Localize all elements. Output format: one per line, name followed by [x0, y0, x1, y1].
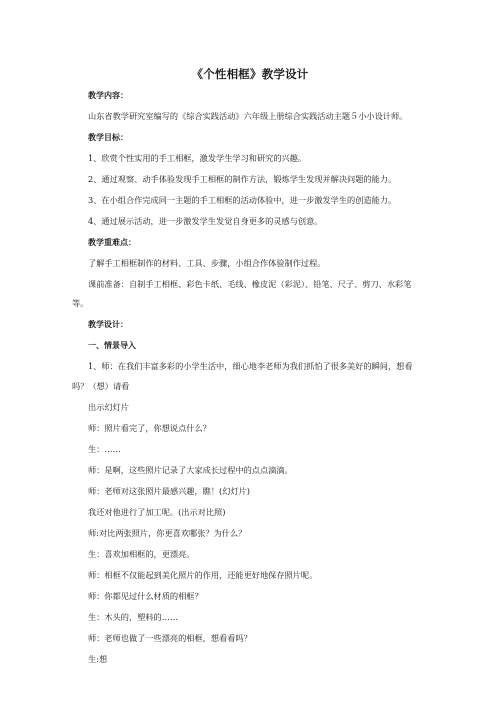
dialog-line: 我还对他进行了加工呢。(出示对比照) — [88, 507, 226, 517]
heading-teaching-goals: 教学目标： — [88, 133, 128, 142]
goal-item: 1、欣赏个性实用的手工相框，激发学生学习和研究的兴趣。 — [88, 153, 307, 163]
key-points-text: 了解手工相框制作的材料、工具、步骤，小组合作体验制作过程。 — [88, 258, 326, 268]
dialog-line: 师：照片看完了，你想说点什么？ — [88, 423, 211, 433]
goal-item: 4、通过展示活动，进一步激发学生发觉自身更多的灵感与创意。 — [88, 216, 323, 226]
dialog-line: 师：你都见过什么材质的相框？ — [88, 591, 203, 601]
dialog-line: 生：…… — [88, 444, 121, 454]
goal-item: 2、通过观察、动手体验发现手工相框的制作方法，锻炼学生发现并解决问题的能力。 — [88, 174, 397, 184]
heading-teaching-content: 教学内容： — [88, 91, 128, 100]
dialog-line: 师：是啊，这些照片记录了大家成长过程中的点点滴滴。 — [88, 465, 293, 475]
preparation-text-continued: 等。 — [72, 298, 89, 308]
dialog-line: 师：老师对这张照片最感兴趣，瞧！(幻灯片) — [88, 486, 250, 496]
document-title: 《个性相框》教学设计 — [191, 67, 309, 81]
goal-item: 3、在小组合作完成同一主题的手工相框的活动体验中，进一步激发学生的创造能力。 — [88, 195, 397, 205]
dialog-line: 生：喜欢加相框的，更漂亮。 — [88, 549, 195, 559]
section-heading: 一、情景导入 — [88, 341, 136, 350]
dialog-line: 生：木头的，塑料的…… — [88, 612, 179, 622]
dialog-line: 出示幻灯片 — [88, 402, 129, 412]
dialog-line: 师：相框不仅能起到美化照片的作用，还能更好地保存照片呢。 — [88, 570, 318, 580]
dialog-line: 师：老师也做了一些漂亮的相框，想看看吗？ — [88, 633, 252, 643]
heading-key-points: 教学重难点： — [88, 238, 136, 247]
paragraph-line-continued: 吗？（想）请看 — [72, 381, 130, 391]
dialog-line: 生:想 — [88, 654, 108, 664]
paragraph-line: 1、师：在我们丰富多彩的小学生活中，细心地李老师为我们抓怕了很多美好的瞬间，想看 — [88, 361, 413, 371]
teaching-content-text: 山东省教学研究室编写的《综合实践活动》六年级上册综合实践活动主题５小小设计师。 — [88, 111, 408, 121]
heading-teaching-design: 教学设计： — [88, 320, 128, 329]
dialog-line: 师:对比两张照片，你更喜欢哪张？为什么？ — [88, 528, 247, 538]
preparation-text: 课前准备：自制手工相框、彩色卡纸、毛线、橡皮泥（彩泥）、铅笔、尺子、剪刀、水彩笔 — [88, 279, 412, 289]
